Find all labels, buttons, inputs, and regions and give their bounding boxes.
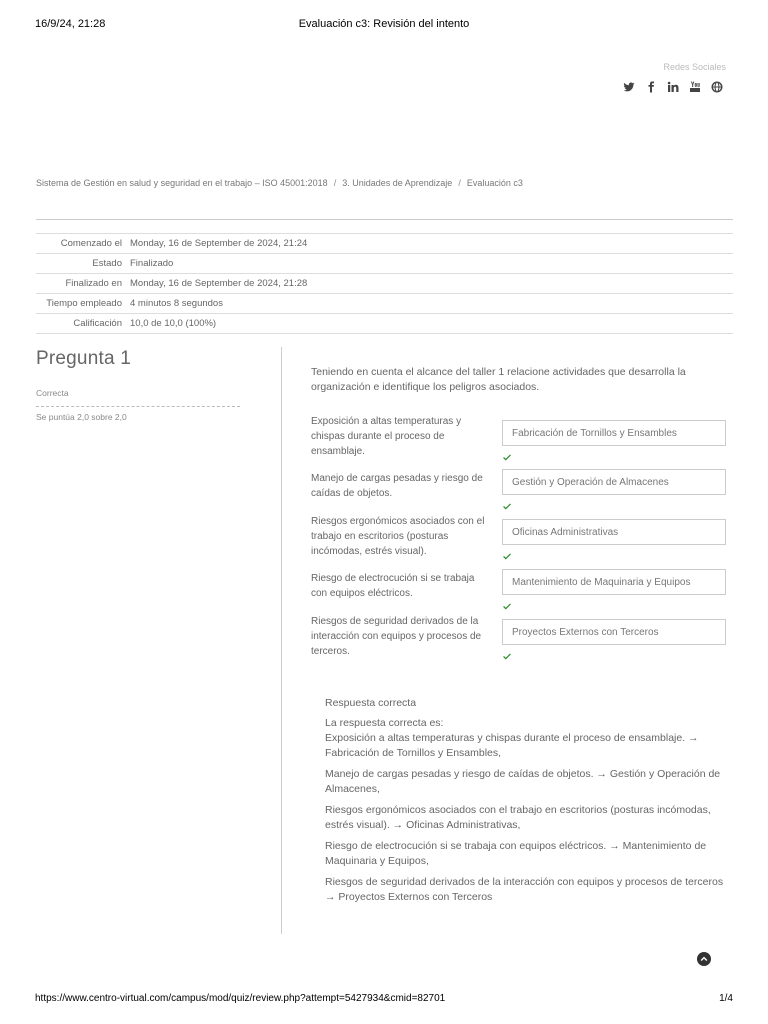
vertical-divider	[281, 347, 282, 934]
summary-row-finished	[36, 274, 733, 294]
social-links	[622, 80, 723, 94]
breadcrumb-separator: /	[458, 178, 461, 188]
linkedin-icon[interactable]	[666, 80, 679, 94]
match-stem: Manejo de cargas pesadas y riesgo de caídas de objetos.	[311, 473, 483, 499]
facebook-icon[interactable]	[644, 80, 657, 94]
attempt-summary-table	[36, 233, 733, 334]
divider	[36, 219, 733, 220]
question-info	[36, 348, 240, 422]
breadcrumb-course[interactable]: Sistema de Gestión en salud y seguridad en el trabajo – ISO 45001:2018	[36, 178, 328, 188]
print-date: 16/9/24, 21:28	[35, 18, 106, 30]
summary-key: Comenzado el	[60, 238, 122, 249]
question-state: Correcta	[36, 388, 69, 398]
feedback-answer: Riesgos ergonómicos asociados con el trabajo en escritorios (posturas incómodas, estrés visual). → Oficinas Administrativas,	[325, 804, 711, 831]
check-icon	[502, 598, 512, 608]
summary-key: Estado	[92, 258, 122, 269]
match-stem: Riesgo de electrocución si se trabaja con equipos eléctricos.	[311, 573, 475, 599]
feedback-answer: Riesgo de electrocución si se trabaja con equipos eléctricos. → Mantenimiento de Maquinaria y Equipos,	[325, 840, 707, 867]
match-select[interactable]: Gestión y Operación de Almacenes	[502, 469, 726, 495]
feedback-heading: Respuesta correcta	[325, 697, 417, 709]
divider	[36, 406, 240, 407]
summary-key: Calificación	[73, 318, 122, 329]
breadcrumb-units[interactable]: 3. Unidades de Aprendizaje	[342, 178, 453, 188]
breadcrumb	[36, 178, 523, 188]
match-stem: Riesgos de seguridad derivados de la interacción con equipos y procesos de terceros.	[311, 616, 482, 657]
print-url: https://www.centro-virtual.com/campus/mod/quiz/review.php?attempt=5427934&cmid=82701	[35, 993, 446, 1004]
question-text: Teniendo en cuenta el alcance del taller 1 relacione actividades que desarrolla la organización e identifique los peligros asociados.	[311, 366, 686, 393]
match-select[interactable]: Fabricación de Tornillos y Ensambles	[502, 420, 726, 446]
summary-value: Monday, 16 de September de 2024, 21:24	[130, 238, 308, 249]
match-stem: Exposición a altas temperaturas y chispas durante el proceso de ensamblaje.	[311, 416, 462, 457]
breadcrumb-separator: /	[333, 178, 337, 188]
print-title: Evaluación c3: Revisión del intento	[298, 18, 470, 30]
check-icon	[502, 498, 512, 508]
chevron-up-icon	[700, 955, 708, 963]
summary-key: Tiempo empleado	[46, 298, 122, 309]
twitter-icon[interactable]	[622, 80, 635, 94]
check-icon	[502, 449, 512, 459]
summary-row-started	[36, 234, 733, 254]
feedback-answer: Exposición a altas temperaturas y chispas durante el proceso de ensamblaje. → Fabricación de Tornillos y Ensambles,	[325, 732, 699, 759]
question-grade: Se puntúa 2,0 sobre 2,0	[36, 412, 127, 422]
summary-row-state	[36, 254, 733, 274]
summary-value: 4 minutos 8 segundos	[130, 298, 223, 309]
breadcrumb-quiz[interactable]: Evaluación c3	[466, 178, 523, 188]
summary-value: Monday, 16 de September de 2024, 21:28	[130, 278, 308, 289]
feedback-answer: Riesgos de seguridad derivados de la interacción con equipos y procesos de terceros → Proyectos Externos con Terceros	[325, 876, 724, 903]
summary-key: Finalizado en	[65, 278, 122, 289]
summary-value: 10,0 de 10,0 (100%)	[130, 318, 217, 329]
question-feedback	[325, 696, 725, 911]
print-page-number: 1/4	[719, 993, 733, 1004]
youtube-icon[interactable]	[688, 80, 701, 94]
feedback-answer: Manejo de cargas pesadas y riesgo de caídas de objetos. → Gestión y Operación de Almacenes,	[325, 768, 721, 795]
scroll-to-top-button[interactable]	[697, 952, 711, 966]
match-select[interactable]: Oficinas Administrativas	[502, 519, 726, 545]
feedback-intro: La respuesta correcta es:	[325, 717, 444, 729]
social-label: Redes Sociales	[663, 62, 726, 72]
summary-row-time-taken	[36, 294, 733, 314]
match-select[interactable]: Proyectos Externos con Terceros	[502, 619, 726, 645]
check-icon	[502, 648, 512, 658]
globe-icon[interactable]	[710, 80, 723, 94]
summary-row-grade	[36, 314, 733, 334]
check-icon	[502, 548, 512, 558]
summary-value: Finalizado	[130, 258, 174, 269]
question-title: Pregunta 1	[36, 348, 131, 369]
match-select[interactable]: Mantenimiento de Maquinaria y Equipos	[502, 569, 726, 595]
print-header	[35, 18, 733, 32]
match-stem: Riesgos ergonómicos asociados con el trabajo en escritorios (posturas incómodas, estrés visual).	[311, 516, 485, 557]
